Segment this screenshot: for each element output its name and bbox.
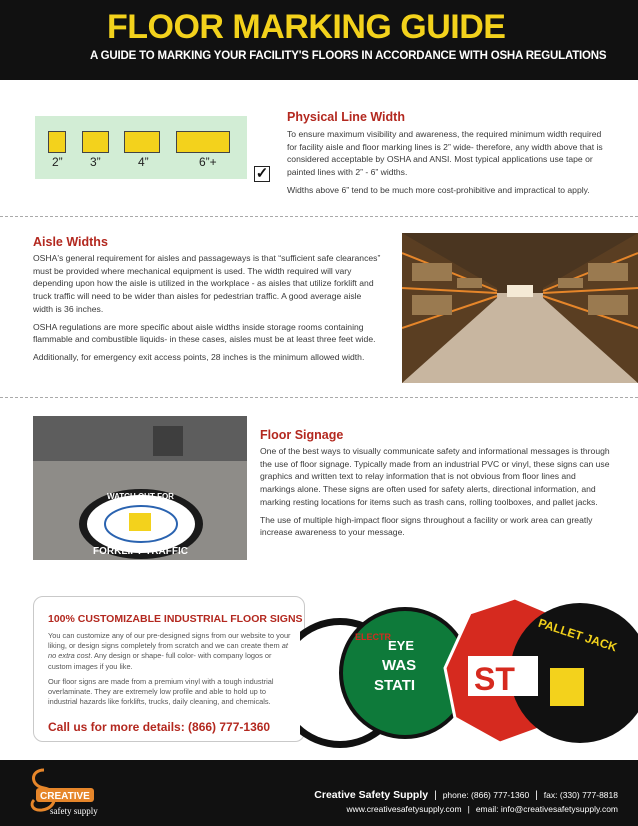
footer-fax: fax: (330) 777-8818: [543, 790, 618, 800]
logo-text-bottom: safety supply: [50, 806, 98, 816]
sign-electrical-text: ELECTR: [355, 632, 391, 642]
footer-separator: |: [535, 790, 538, 801]
line-width-title: Physical Line Width: [287, 110, 405, 124]
customizable-paragraph-2: Our floor signs are made from a premium vinyl with a tough industrial overlaminate. They are extremely low profile and able to hold up to industrial hazards like forklifts, trucks, daily cleaning, and chemicals.: [48, 676, 274, 707]
sign-eyewash-text-2: WAS: [382, 657, 417, 674]
page-title: FLOOR MARKING GUIDE: [107, 8, 506, 46]
footer-email-link[interactable]: email: info@creativesafetysupply.com: [475, 804, 618, 814]
line-label-4in: 4”: [138, 155, 149, 169]
page-subtitle: A GUIDE TO MARKING YOUR FACILITY'S FLOORS IN ACCORDANCE WITH OSHA REGULATIONS: [90, 50, 607, 62]
line-label-2in: 2”: [52, 155, 63, 169]
customizable-text-b: . Any design or shape- full color- with company logos or custom images if you like.: [48, 651, 272, 671]
call-to-action[interactable]: Call us for more details: (866) 777-1360: [48, 720, 271, 734]
footer-contact-line-2: [347, 804, 619, 814]
checkmark-icon: ✓: [255, 165, 269, 182]
signage-paragraph-1: One of the best ways to visually communicate safety and informational messages is through the use of floor signage. Typically made from an industrial PVC or vinyl, these signs can use graphics and written text to relay information that is not obvious from floor lines and markings alone. These signs are often used for safety alerts, directional information, and marking resting locations for items such as trash cans, rolling toolboxes, and pallet jacks.: [260, 446, 610, 507]
customizable-text-a: You can customize any of our pre-designed signs from our website to your liking, or design signs completely from scratch and we can create them: [48, 631, 291, 651]
company-logo: [22, 766, 112, 820]
aisle-widths-text: [33, 252, 383, 369]
sign-pallet-jack-text: PALLET JACK: [536, 615, 619, 655]
customizable-paragraph-1: [48, 631, 293, 672]
header-banner: [0, 0, 638, 80]
aisle-widths-title: Aisle Widths: [33, 235, 108, 249]
footer-contact-line-1: [314, 789, 618, 801]
floor-sign-text-top: WATCH OUT FOR: [107, 492, 174, 501]
line-width-paragraph-1: To ensure maximum visibility and awareness, the required minimum width required for facility aisle and floor marking lines is 2” wide- therefore, any width above that is considered acceptable by OSHA and ANSI. Most typical applications use tape or painted lines with 2” - 6” widths.: [287, 129, 603, 178]
floor-sign-photo: [33, 416, 247, 560]
floor-signs-collage: [300, 588, 638, 748]
floor-sign-text-bottom: FORKLIFT TRAFFIC: [93, 546, 188, 557]
customizable-title: 100% CUSTOMIZABLE INDUSTRIAL FLOOR SIGNS: [48, 613, 303, 625]
section-divider: [0, 216, 638, 217]
customizable-text-em: at no extra cost: [48, 641, 288, 661]
footer-separator: |: [467, 804, 470, 814]
line-sample-4in: [124, 131, 160, 153]
line-sample-3in: [82, 131, 109, 153]
floor-signage-text: [260, 445, 612, 544]
line-width-text: [287, 128, 609, 202]
sign-eyewash-text-1: EYE: [388, 638, 415, 653]
line-sample-6in: [176, 131, 230, 153]
aisle-paragraph-2: OSHA regulations are more specific about aisle widths inside storage rooms containing flammable and combustible liquids- in these cases, aisles must be at least three feet wide.: [33, 321, 376, 345]
signage-paragraph-2: The use of multiple high-impact floor signs throughout a facility or work area can greatly increase awareness to your message.: [260, 514, 593, 538]
line-sample-2in: [48, 131, 66, 153]
line-width-paragraph-2: Widths above 6” tend to be much more cost-prohibitive and impractical to apply.: [287, 184, 590, 195]
floor-signage-title: Floor Signage: [260, 428, 344, 442]
logo-text-top: CREATIVE: [40, 791, 90, 802]
warehouse-aisle-photo: [402, 233, 638, 383]
section-divider: [0, 397, 638, 398]
line-label-3in: 3”: [90, 155, 101, 169]
aisle-paragraph-3: Additionally, for emergency exit access points, 28 inches is the minimum allowed width.: [33, 351, 365, 362]
aisle-paragraph-1: OSHA's general requirement for aisles and passageways is that “sufficient safe clearances” must be provided where mechanical equipment is used. The width required will vary depending upon how the aisle is utilized in the workplace - as aisles that utilize forklift and truck traffic will need to be wider than aisles for pedestrian traffic. A good average aisle width is 36 inches.: [33, 253, 381, 314]
footer-phone[interactable]: phone: (866) 777-1360: [442, 790, 530, 800]
footer-separator: |: [434, 790, 437, 801]
footer-website-link[interactable]: www.creativesafetysupply.com: [346, 804, 462, 814]
customizable-text: [48, 631, 293, 712]
line-label-6in: 6”+: [199, 155, 217, 169]
sign-eyewash-text-3: STATI: [374, 677, 416, 694]
sign-stop-text: ST: [474, 661, 515, 697]
footer-company: Creative Safety Supply: [314, 789, 429, 801]
